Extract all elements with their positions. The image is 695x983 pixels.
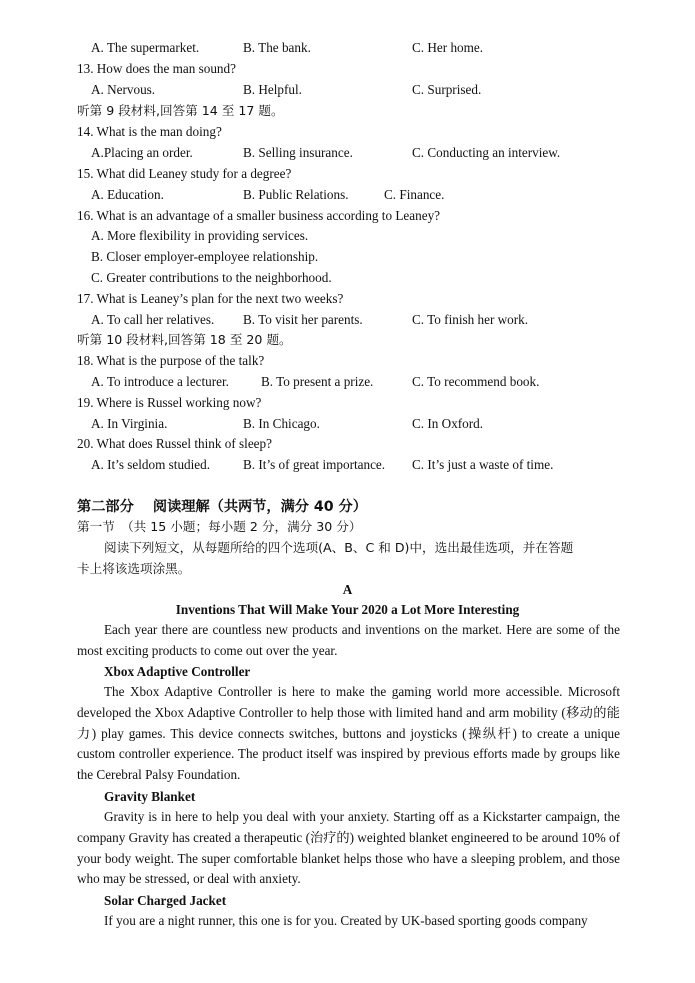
q19-option-b: B. In Chicago. <box>243 416 320 431</box>
q18-option-b: B. To present a prize. <box>261 374 374 389</box>
passage-letter: A <box>342 582 353 597</box>
q13-option-c: C. Surprised. <box>412 82 482 97</box>
q16-stem: 16. What is an advantage of a smaller business according to Leaney? <box>77 208 441 223</box>
q18-option-a: A. To introduce a lecturer. <box>91 374 229 389</box>
heading-xbox: Xbox Adaptive Controller <box>104 664 251 679</box>
q14-option-b: B. Selling insurance. <box>243 145 353 160</box>
q12-option-c: C. Her home. <box>412 40 484 55</box>
q16-option-c: C. Greater contributions to the neighborhood. <box>91 270 332 285</box>
q15-option-c: C. Finance. <box>384 187 445 202</box>
passage-intro <box>77 620 620 662</box>
q17-option-b: B. To visit her parents. <box>243 312 363 327</box>
q14-option-c: C. Conducting an interview. <box>412 145 561 160</box>
q17-option-a: A. To call her relatives. <box>91 312 215 327</box>
q17-option-c: C. To finish her work. <box>412 312 529 327</box>
paragraph-gravity <box>77 807 620 890</box>
q13-option-b: B. Helpful. <box>243 82 302 97</box>
heading-gravity: Gravity Blanket <box>104 789 196 804</box>
paragraph-solar-jacket <box>77 911 620 932</box>
part-two-title: 第二部分 阅读理解（共两节，满分 40 分） <box>77 499 367 515</box>
q16-option-b: B. Closer employer-employee relationship. <box>91 249 319 264</box>
reading-instruction-line2: 卡上将该选项涂黑。 <box>77 561 191 576</box>
paragraph-xbox-text: The Xbox Adaptive Controller is here to make the gaming world more accessible. Microsoft developed the Xbox Adaptive Controller to help those with limited hand and arm mobility (移动的能力) play games. This device connects switches, buttons and joysticks (操纵杆) to create a unique custom controller experience. The product itself was inspired by previous efforts made by groups like the Cerebral Palsy Foundation. <box>77 684 620 783</box>
q14-stem: 14. What is the man doing? <box>77 124 222 139</box>
q17-stem: 17. What is Leaney’s plan for the next two weeks? <box>77 291 344 306</box>
q18-option-c: C. To recommend book. <box>412 374 540 389</box>
section-one-title: 第一节 （共 15 小题；每小题 2 分，满分 30 分） <box>77 519 362 534</box>
q13-stem: 13. How does the man sound? <box>77 61 236 76</box>
reading-instruction-line1: 阅读下列短文，从每题所给的四个选项(A、B、C 和 D)中，选出最佳选项，并在答题 <box>104 540 574 555</box>
q20-option-b: B. It’s of great importance. <box>243 457 386 472</box>
heading-solar-jacket: Solar Charged Jacket <box>104 893 227 908</box>
q15-option-b: B. Public Relations. <box>243 187 349 202</box>
q19-stem: 19. Where is Russel working now? <box>77 395 262 410</box>
passage-intro-text: Each year there are countless new products and inventions on the market. Here are some of the most exciting products to come out over the year. <box>77 622 620 658</box>
q12-option-a: A. The supermarket. <box>91 40 200 55</box>
paragraph-solar-jacket-text: If you are a night runner, this one is for you. Created by UK-based sporting goods company <box>104 913 588 928</box>
paragraph-xbox <box>77 682 620 786</box>
q19-option-a: A. In Virginia. <box>91 416 168 431</box>
q14-option-a: A.Placing an order. <box>91 145 193 160</box>
q19-option-c: C. In Oxford. <box>412 416 484 431</box>
q12-option-b: B. The bank. <box>243 40 311 55</box>
passage-title: Inventions That Will Make Your 2020 a Lot More Interesting <box>175 602 520 617</box>
q15-stem: 15. What did Leaney study for a degree? <box>77 166 292 181</box>
q13-option-a: A. Nervous. <box>91 82 156 97</box>
q18-stem: 18. What is the purpose of the talk? <box>77 353 265 368</box>
q20-stem: 20. What does Russel think of sleep? <box>77 436 272 451</box>
paragraph-gravity-text: Gravity is in here to help you deal with your anxiety. Starting off as a Kickstarter campaign, the company Gravity has created a therapeutic (治疗的) weighted blanket engineered to be around 10% of your body weight. The super comfortable blanket helps those who have a sleeping problem, and those who may be stressed, or deal with anxiety. <box>77 809 620 887</box>
q15-option-a: A. Education. <box>91 187 164 202</box>
section-10-instruction: 听第 10 段材料,回答第 18 至 20 题。 <box>77 332 292 347</box>
q20-option-a: A. It’s seldom studied. <box>91 457 211 472</box>
q16-option-a: A. More flexibility in providing services. <box>91 228 309 243</box>
q20-option-c: C. It’s just a waste of time. <box>412 457 554 472</box>
section-9-instruction: 听第 9 段材料,回答第 14 至 17 题。 <box>77 103 284 118</box>
